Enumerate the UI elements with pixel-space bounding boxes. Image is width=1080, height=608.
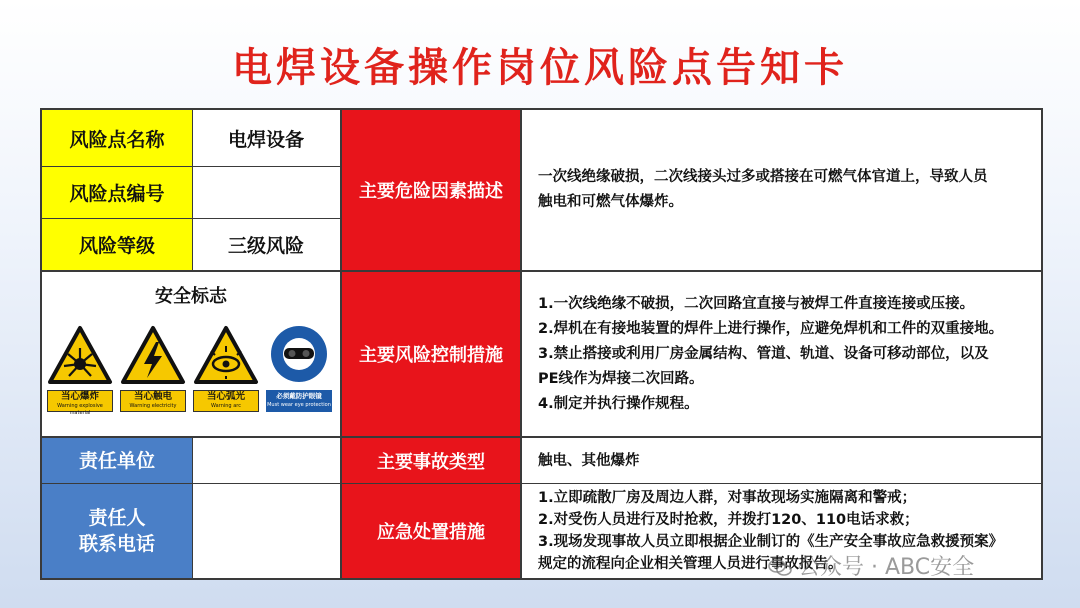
responsible-unit-label: 责任单位 xyxy=(42,438,192,484)
watermark: 公众号 · ABC安全 xyxy=(768,550,974,581)
risk-number-label: 风险点编号 xyxy=(42,166,192,218)
sign-electricity-label: 当心触电 Warning electricity xyxy=(120,390,186,412)
accident-label: 主要事故类型 xyxy=(342,438,520,484)
electric-shock-warning-icon xyxy=(120,324,186,386)
hazard-label: 主要危险因素描述 xyxy=(342,110,520,270)
safety-signs-panel xyxy=(42,272,340,436)
hazard-description: 一次线绝缘破损，二次线接头过多或搭接在可燃气体官道上，导致人员 触电和可燃气体爆炸。 xyxy=(522,110,1041,270)
arc-light-warning-icon xyxy=(193,324,259,386)
divider xyxy=(520,110,522,578)
emergency-measures: 1.立即疏散厂房及周边人群，对事故现场实施隔离和警戒； 2.对受伤人员进行及时抢救，并拨打120、110电话求救； 3.现场发现事故人员立即根据企业制订的《生产安全事故应急救援预案》 规定的流程向企业相关管理人员进行事故报告。 xyxy=(522,484,1041,578)
responsible-person-value xyxy=(192,484,340,578)
explosion-warning-icon xyxy=(47,324,113,386)
sign-electricity xyxy=(120,324,186,412)
risk-card xyxy=(40,108,1043,580)
safety-signs-title: 安全标志 xyxy=(155,286,227,307)
eye-protection-mandatory-icon xyxy=(266,324,332,386)
sign-eye-protection xyxy=(266,324,332,412)
sign-explosion-label: 当心爆炸 Warning explosive material xyxy=(47,390,113,412)
sign-arc-label: 当心弧光 Warning arc xyxy=(193,390,259,412)
risk-name-value: 电焊设备 xyxy=(192,110,340,166)
risk-number-value xyxy=(192,166,340,218)
risk-level-value: 三级风险 xyxy=(192,218,340,270)
control-label: 主要风险控制措施 xyxy=(342,272,520,436)
risk-level-label: 风险等级 xyxy=(42,218,192,270)
divider xyxy=(192,438,193,578)
responsible-unit-value xyxy=(192,438,340,484)
accident-types: 触电、其他爆炸 xyxy=(522,438,1041,484)
divider xyxy=(340,110,342,578)
sign-arc xyxy=(193,324,259,412)
responsible-person-label: 责任人 联系电话 xyxy=(42,484,192,578)
divider xyxy=(192,110,193,270)
sign-eye-protection-label: 必须戴防护眼镜 Must wear eye protection xyxy=(266,390,332,412)
divider xyxy=(42,218,340,219)
sign-explosion xyxy=(47,324,113,416)
emergency-label: 应急处置措施 xyxy=(342,484,520,578)
wechat-icon xyxy=(768,559,792,577)
divider xyxy=(42,166,340,167)
divider xyxy=(42,270,1041,272)
page-title: 电焊设备操作岗位风险点告知卡 xyxy=(232,45,848,91)
control-measures: 1.一次线绝缘不破损，二次回路宜直接与被焊工件直接连接或压接。 2.焊机在有接地装置的焊件上进行操作，应避免焊机和工件的双重接地。 3.禁止搭接或利用厂房金属结构、管道、轨道、设备可移动部位，以及 PE线作为焊接二次回路。 4.制定并执行操作规程。 xyxy=(522,272,1041,436)
risk-name-label: 风险点名称 xyxy=(42,110,192,166)
